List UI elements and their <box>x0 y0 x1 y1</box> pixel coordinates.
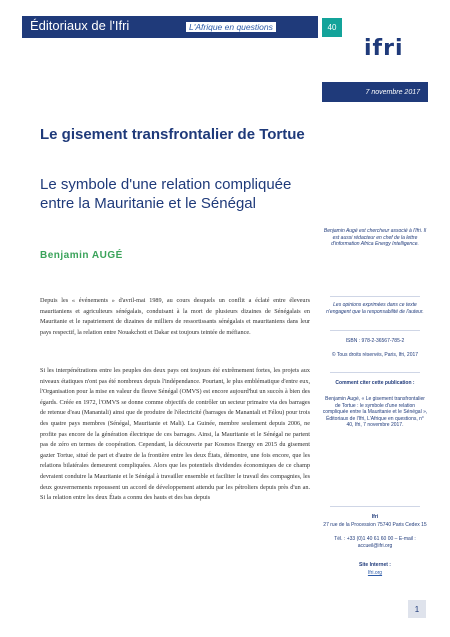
ifri-address: 27 rue de la Procession 75740 Paris Cedex 15 <box>323 522 427 528</box>
sidebar-divider <box>330 296 420 297</box>
sidebar-divider <box>330 330 420 331</box>
website-heading: Site Internet : <box>359 562 391 568</box>
cite-heading: Comment citer cette publication : <box>335 380 415 386</box>
citation: Benjamin Augé, « Le gisement transfrontalier de Tortue : le symbole d'une relation compliquée entre la Mauritanie et le Sénégal », Éditoriaux de l'Ifri, L'Afrique en questions, n° 40, Ifri, 7 novembre 2017. <box>322 396 428 428</box>
ifri-logo: ifri <box>364 36 404 61</box>
sidebar-divider <box>330 506 420 507</box>
page-number: 1 <box>408 600 426 618</box>
body-paragraph: Depuis les « événements » d'avril-mai 1989, au cours desquels un conflit a éclaté entre éleveurs mauritaniens et agriculteurs sénégalais, conduisant à la mort de plusieurs dizaines de Sénégalais en Mauritanie et le rapatriement de dizaines de milliers de ressortissants sénégalais et mauritaniens dans leur pays respectif, la relation entre Nouakchott et Dakar est toujours teintée de méfiance. <box>40 297 310 336</box>
sidebar-divider <box>330 372 420 373</box>
issue-number-badge: 40 <box>322 18 342 37</box>
body-paragraph: Si les interpénétrations entre les peuples des deux pays ont toujours été extrêmement fortes, les projets aux niveaux étatiques n'ont pas été nombreux depuis l'indépendance. Pourtant, le plus emblématique d'entre eux, l'Organisation pour la mise en valeur du fleuve Sénégal (OMVS) est encore aujourd'hui un succès à bien des égards. Créée en 1972, l'OMVS se donne comme objectifs de contrôler un secteur primaire via des barrages de retenue d'eau (Manantali) ainsi que de produire de l'électricité (barrages de Manantali et Félou) pour trois des quatre pays membres (Sénégal, Mauritanie et Mali). La Guinée, membre seulement depuis 2006, ne profite pas encore de la génération électrique de ces barrages. Ainsi, la Mauritanie et le Sénégal ne partent pas de zéro en termes de coopération. Cependant, la découverte par Kosmos Energy en 2015 du gisement gazier Tortue, situé de part et d'autre de la frontière entre les deux États, démontre, une fois encore, que les relations bilatérales demeurent compliquées. Alors que les potentiels dividendes économiques de ce champ devraient conduire la Mauritanie et le Sénégal à travailler ensemble et faciliter le travail des compagnies, les deux gouvernements repoussent un accord de développement attendu par les pétroliers depuis près d'un an. Si la relation entre les deux États a connu des hauts et des bas depuis <box>40 367 310 502</box>
ifri-contact: Tél. : +33 (0)1 40 61 60 00 – E-mail : accueil@ifri.org <box>334 536 416 549</box>
ifri-heading: Ifri <box>371 514 379 520</box>
series-title: Éditoriaux de l'Ifri <box>30 18 130 33</box>
isbn: ISBN : 978-2-36567-785-2 <box>345 338 405 344</box>
author-name: Benjamin AUGÉ <box>40 250 123 261</box>
copyright: © Tous droits réservés, Paris, Ifri, 2017 <box>331 352 419 358</box>
article-subtitle: Le symbole d'une relation compliquée entre la Mauritanie et le Sénégal <box>40 176 292 212</box>
article-title: Le gisement transfrontalier de Tortue <box>40 126 305 143</box>
website-link[interactable]: Ifri.org <box>367 570 383 576</box>
collection-title: L'Afrique en questions <box>186 22 276 32</box>
publication-date: 7 novembre 2017 <box>322 82 428 102</box>
author-bio: Benjamin Augé est chercheur associé à l'Ifri. Il est aussi rédacteur en chef de la lettre d'information Africa Energy Intelligence. <box>323 228 427 247</box>
disclaimer: Les opinions exprimées dans ce texte n'engagent que la responsabilité de l'auteur. <box>326 302 424 315</box>
